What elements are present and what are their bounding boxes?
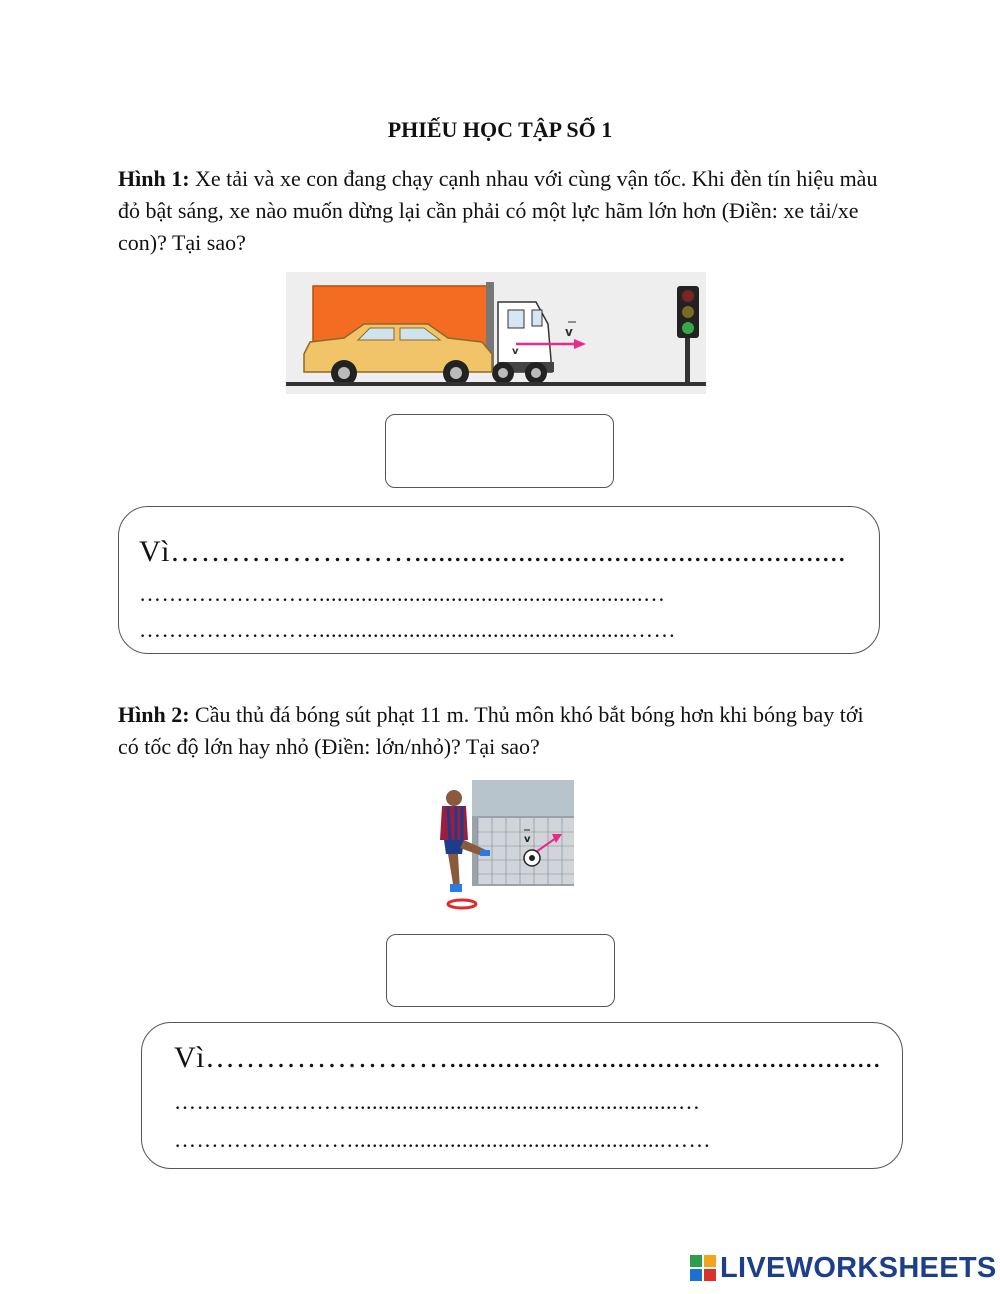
question-2: [118, 699, 888, 763]
reason-box-2[interactable]: [141, 1022, 903, 1169]
question-2-text: Cầu thủ đá bóng sút phạt 11 m. Thủ môn khó bắt bóng hơn khi bóng bay tới có tốc độ lớn hay nhỏ (Điền: lớn/nhỏ)? Tại sao?: [118, 702, 864, 759]
figure-penalty-kick: [434, 778, 574, 918]
answer-box-1[interactable]: [385, 414, 614, 488]
figure-truck-car: [286, 272, 706, 394]
question-2-label: Hình 2:: [118, 702, 190, 727]
question-1-label: Hình 1:: [118, 166, 190, 191]
reason-line-2: ……………………......................................................…: [139, 581, 666, 606]
reason-line-3: ……………………....................................................……: [139, 617, 676, 642]
reason-line-2: ……………………......................................................…: [174, 1089, 701, 1114]
ball-icon: [524, 850, 540, 866]
liveworksheets-logo: [690, 1250, 997, 1286]
worksheet-title: PHIẾU HỌC TẬP SỐ 1: [387, 117, 613, 142]
answer-box-2[interactable]: [386, 934, 615, 1007]
question-1-text: Xe tải và xe con đang chạy cạnh nhau với cùng vận tốc. Khi đèn tín hiệu màu đỏ bật sáng, xe nào muốn dừng lại cần phải có một lực hãm lớn hơn (Điền: xe tải/xe con)? Tại sao?: [118, 166, 878, 255]
svg-text:v: v: [512, 346, 519, 357]
brand-name: LIVEWORKSHEETS: [720, 1251, 997, 1284]
liveworksheets-icon: [690, 1255, 716, 1281]
reason-box-1[interactable]: [118, 506, 880, 654]
goal-net-icon: [472, 780, 574, 886]
svg-text:v: v: [565, 325, 573, 339]
svg-text:v: v: [524, 834, 531, 845]
reason-line-1: Vì……………………......................................................: [174, 1041, 881, 1074]
reason-line-1: Vì……………………......................................................: [139, 535, 846, 568]
reason-line-3: ……………………....................................................……: [174, 1127, 711, 1152]
question-1: [118, 163, 888, 259]
